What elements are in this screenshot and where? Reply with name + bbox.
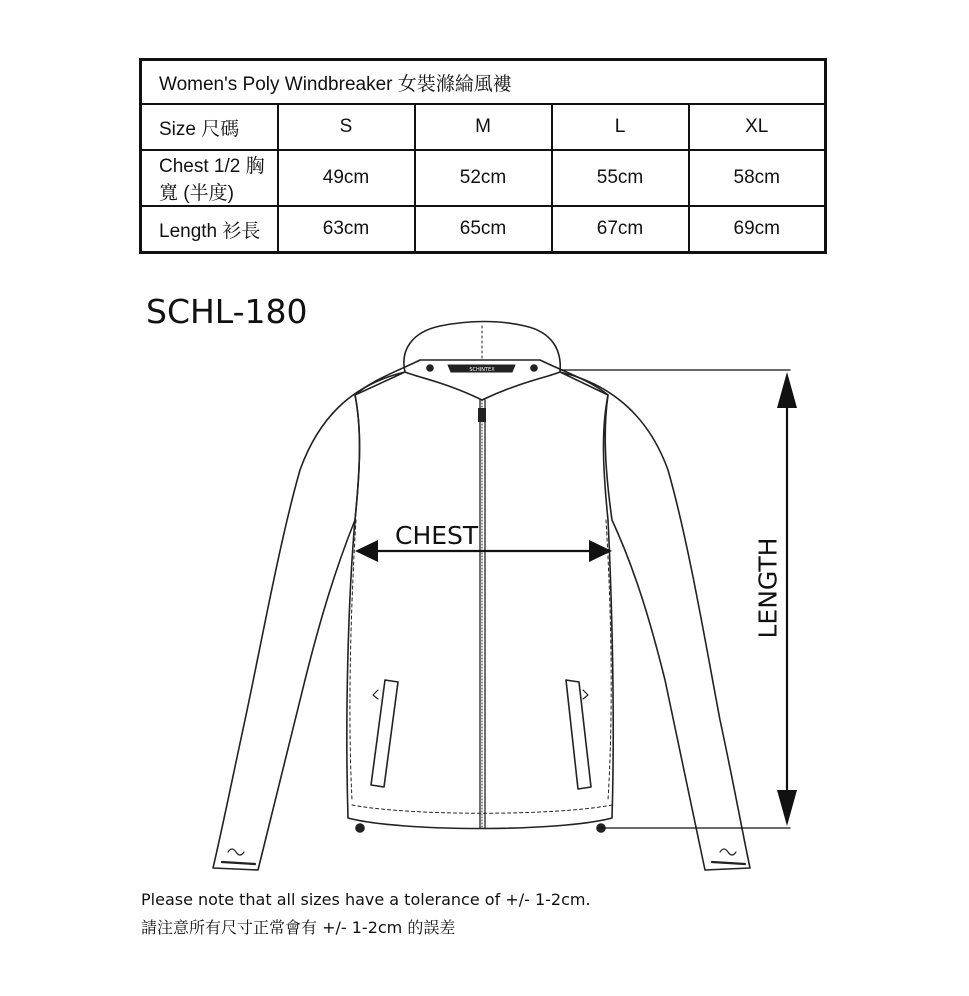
table-title: Women's Poly Windbreaker 女裝滌綸風褸 — [141, 60, 826, 105]
right-sleeve — [560, 372, 750, 870]
tolerance-note-chinese: 請注意所有尺寸正常會有 +/- 1-2cm 的誤差 — [141, 918, 456, 937]
row-label-chest: Chest 1/2 胸寬 (半度) — [141, 150, 278, 206]
cell-chest-m: 52cm — [415, 150, 552, 206]
length-label: LENGTH — [753, 537, 783, 639]
cell-length-l: 67cm — [552, 206, 689, 253]
row-label-length: Length 衫長 — [141, 206, 278, 253]
chest-label: CHEST — [395, 521, 479, 550]
cell-chest-s: 49cm — [278, 150, 415, 206]
cell-chest-l: 55cm — [552, 150, 689, 206]
cell-length-xl: 69cm — [689, 206, 826, 253]
cell-length-s: 63cm — [278, 206, 415, 253]
tolerance-note-english: Please note that all sizes have a tolerance of +/- 1-2cm. — [141, 890, 591, 909]
chest-arrow — [355, 540, 612, 562]
cell-chest-xl: 58cm — [689, 150, 826, 206]
cell-size-m: M — [415, 104, 552, 150]
left-sleeve — [213, 372, 405, 870]
cell-size-s: S — [278, 104, 415, 150]
row-label-size: Size 尺碼 — [141, 104, 278, 150]
cell-size-xl: XL — [689, 104, 826, 150]
collar-tag-text: SCHINTEX — [469, 367, 495, 373]
model-code: SCHL-180 — [146, 292, 308, 331]
cell-length-m: 65cm — [415, 206, 552, 253]
cell-size-l: L — [552, 104, 689, 150]
